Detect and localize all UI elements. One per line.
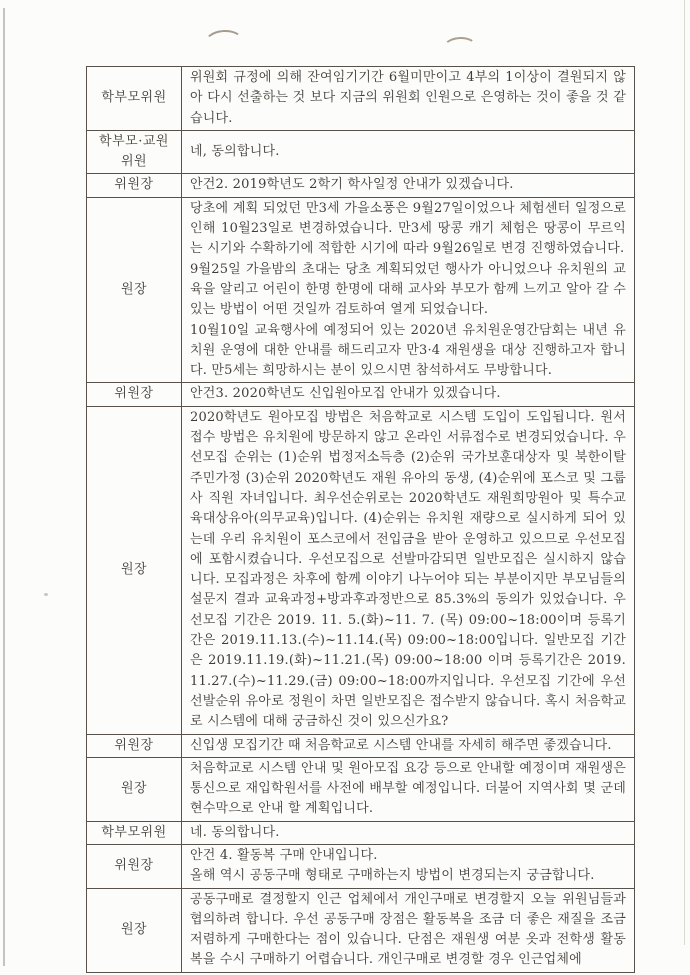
- table-row: [87, 821, 635, 844]
- speaker-cell: 학부모위원: [87, 821, 182, 844]
- speaker-cell: 원장: [87, 406, 182, 734]
- statement-paragraph: 처음학교로 시스템 안내 및 원아모집 요강 등으로 안내할 예정이며 재원생은 통신으로 재입학원서를 사전에 배부할 예정입니다. 더불어 지역사회 몇 군데 현수막으로 안내 할 계획입니다.: [190, 760, 626, 817]
- statement-cell: [182, 821, 635, 844]
- punch-hole-mark-right: [442, 36, 477, 59]
- speaker-cell: 학부모위원: [87, 67, 182, 131]
- statement-paragraph: 안건3. 2020학년도 신입원아모집 안내가 있겠습니다.: [190, 386, 501, 402]
- statement-cell: [182, 197, 635, 383]
- statement-paragraph: 2020학년도 원아모집 방법은 처음학교로 시스템 도입이 도입됩니다. 원서 접수 방법은 유치원에 방문하지 않고 온라인 서류접수로 변경되었습니다. 우선모집 순위는 (1)순위 법정저소득층 (2)순위 국가보훈대상자 및 북한이탈주민가정 (3)순위 2020학년도 재원 유아의 동생, (4)순위에 포스코 및 그룹사 직원 자녀입니다. 최우선순위로는 2020학년도 재원희망원아 및 특수교육대상유아(의무교육)입니다. (4)순위는 유치원 재량으로 실시하게 되어 있는데 우리 유치원이 포스코에서 전입금을 받아 운영하고 있으므로 우선모집에 포함시켰습니다. 우선모집으로 선발마감되면 일반모집은 실시하지 않습니다. 모집과정은 차후에 함께 이야기 나누어야 되는 부분이지만 부모님들의 설문지 결과 교육과정+방과후과정반으로 85.3%의 동의가 있었습니다. 우선모집 기간은 2019. 11. 5.(화)~11. 7. (목) 09:00~18:00이며 등록기간은 2019.11.13.(수)~11.14.(목) 09:00~18:00입니다. 일반모집 기간은 2019.11.19.(화)~11.21.(목) 09:00~18:00 이며 등록기간은 2019.11.27.(수)~11.29.(금) 09:00~18:00까지입니다. 우선모집 기간에 우선선발순위 유아로 정원이 차면 일반모집은 접수받지 않습니다. 혹시 처음학교로 시스템에 대해 궁금하신 것이 있으신가요?: [190, 409, 626, 730]
- statement-paragraph: 당초에 계획 되었던 만3세 가을소풍은 9월27일이었으나 체험센터 일정으로 인해 10월23일로 변경하였습니다. 만3세 땅콩 캐기 체험은 땅콩이 무르익는 시기와 수확하기에 적합한 시기에 따라 9월26일로 변경 진행하였습니다.: [190, 200, 626, 257]
- table-row: [87, 734, 635, 757]
- statement-cell: [182, 383, 635, 406]
- scan-edge-line-right: [684, 0, 685, 945]
- minutes-table: [86, 66, 635, 973]
- minutes-table-body: [87, 67, 635, 973]
- scan-edge-line-left: [3, 8, 5, 966]
- statement-cell: [182, 844, 635, 888]
- speaker-cell: 학부모·교원 위원: [87, 130, 182, 174]
- speaker-cell: 원장: [87, 757, 182, 821]
- table-row: [87, 844, 635, 888]
- table-row: [87, 406, 635, 734]
- statement-paragraph: 네. 동의합니다.: [190, 824, 280, 840]
- statement-cell: [182, 734, 635, 757]
- statement-paragraph: 안건 4. 활동복 구매 안내입니다.: [190, 847, 378, 863]
- statement-paragraph: 10월10일 교육행사에 예정되어 있는 2020년 유치원운영간담회는 내년 유치원 운영에 대한 안내를 해드리고자 만3·4 재원생을 대상 진행하고자 합니다. 만5세는 희망하시는 분이 있으시면 참석하셔도 무방합니다.: [190, 322, 626, 379]
- speaker-cell: 위원장: [87, 174, 182, 197]
- table-row: [87, 383, 635, 406]
- statement-paragraph: 신입생 모집기간 때 처음학교로 시스템 안내를 자세히 해주면 좋겠습니다.: [190, 737, 612, 753]
- table-row: [87, 130, 635, 174]
- statement-cell: [182, 757, 635, 821]
- statement-paragraph: 공동구매로 결정할지 인근 업체에서 개인구매로 변경할지 오늘 위원님들과 협의하려 합니다. 우선 공동구매 장점은 활동복을 조금 더 좋은 재질을 조금 저렴하게 구매한다는 점이 있습니다. 단점은 재원생 여분 옷과 전학생 활동복을 수시 구매하기 어렵습니다. 개인구매로 변경할 경우 인근업체에: [190, 891, 626, 968]
- table-row: [87, 67, 635, 131]
- statement-cell: [182, 130, 635, 174]
- table-row: [87, 197, 635, 383]
- speaker-cell: 위원장: [87, 383, 182, 406]
- speaker-cell: 위원장: [87, 734, 182, 757]
- statement-paragraph: 올해 역시 공동구매 형태로 구매하는지 방법이 변경되는지 궁금합니다.: [190, 868, 595, 884]
- statement-cell: [182, 67, 635, 131]
- statement-paragraph: 네, 동의합니다.: [190, 144, 280, 160]
- speaker-cell: 위원장: [87, 844, 182, 888]
- table-row: [87, 757, 635, 821]
- statement-paragraph: 위원회 규정에 의해 잔여임기기간 6월미만이고 4부의 1이상이 결원되지 않아 다시 선출하는 것 보다 지금의 위원회 인원으로 은영하는 것이 좋을 것 같습니다.: [190, 70, 626, 126]
- punch-hole-mark-left: [203, 29, 245, 58]
- table-row: [87, 888, 635, 972]
- statement-cell: [182, 174, 635, 197]
- statement-cell: [182, 406, 635, 734]
- table-row: [87, 174, 635, 197]
- statement-cell: [182, 888, 635, 972]
- statement-paragraph: 9월25일 가을밤의 초대는 당초 계획되었던 행사가 아니었으나 유치원의 교육을 알리고 어린이 한명 한명에 대해 교사와 부모가 함께 느끼고 알아 갈 수 있는 방법이 어떤 것일까 검토하여 열게 되었습니다.: [190, 261, 626, 318]
- speaker-cell: 원장: [87, 197, 182, 383]
- scan-speck: [44, 593, 48, 596]
- statement-paragraph: 안건2. 2019학년도 2학기 학사일정 안내가 있겠습니다.: [190, 177, 514, 193]
- speaker-cell: 원장: [87, 888, 182, 972]
